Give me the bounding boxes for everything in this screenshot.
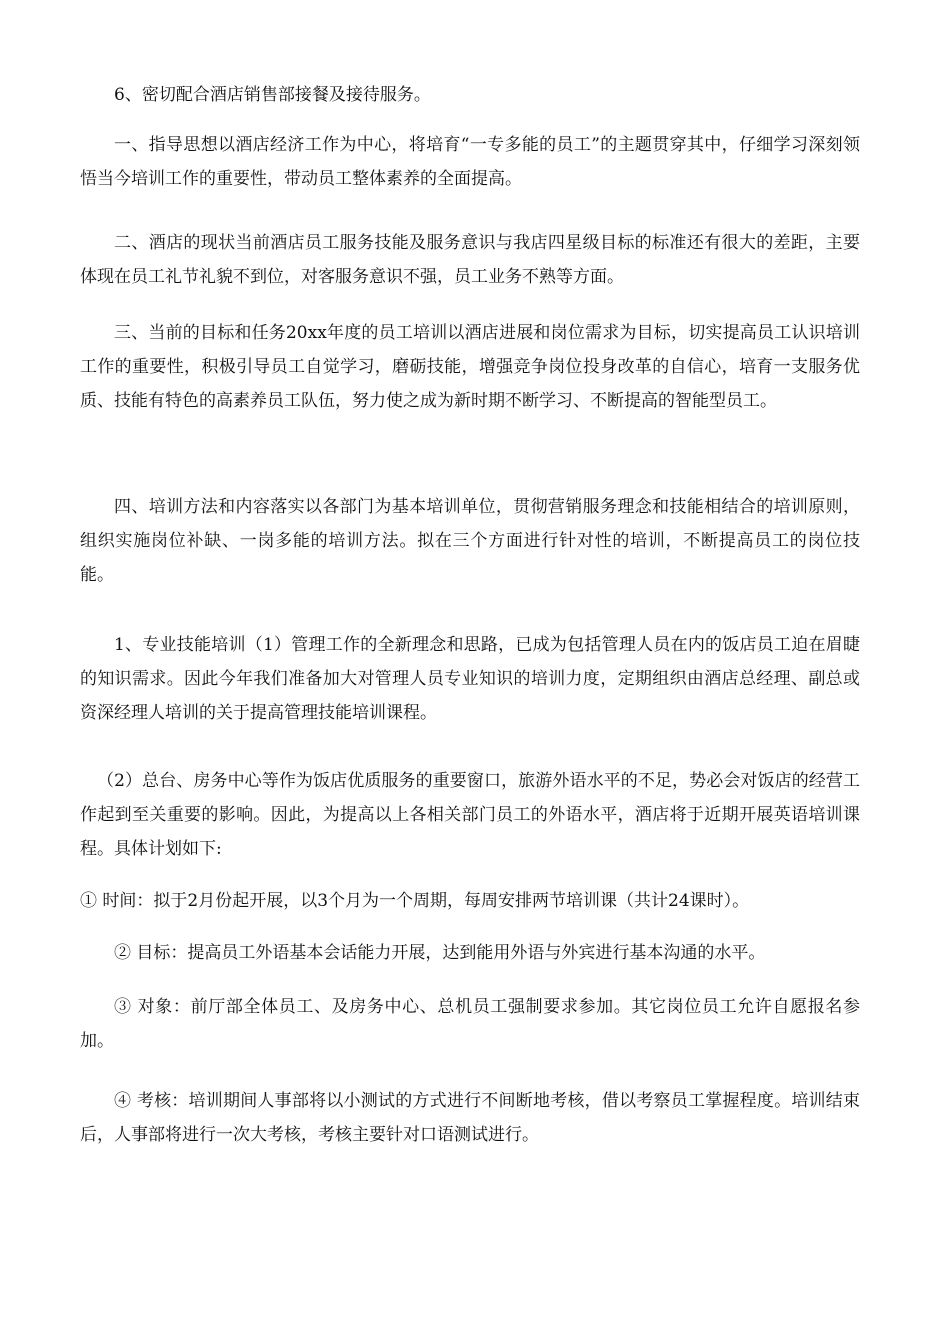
paragraph-item-6-reception-service: 6、密切配合酒店销售部接餐及接待服务。 — [114, 85, 431, 105]
list-item-participants: ③ 对象：前厅部全体员工、及房务中心、总机员工强制要求参加。其它岗位员工允许自愿报名参加。 — [80, 997, 860, 1051]
paragraph-current-situation: 二、酒店的现状当前酒店员工服务技能及服务意识与我店四星级目标的标准还有很大的差距，主要体现在员工礼节礼貌不到位，对客服务意识不强，员工业务不熟等方面。 — [80, 233, 860, 287]
paragraph-guiding-ideology: 一、指导思想以酒店经济工作为中心，将培育“一专多能的员工”的主题贯穿其中，仔细学习深刻领悟当今培训工作的重要性，带动员工整体素养的全面提高。 — [80, 135, 860, 189]
paragraph-training-methods: 四、培训方法和内容落实以各部门为基本培训单位，贯彻营销服务理念和技能相结合的培训原则，组织实施岗位补缺、一岗多能的培训方法。拟在三个方面进行针对性的培训，不断提高员工的岗位技能。 — [80, 497, 860, 585]
paragraph-foreign-language-training: （2）总台、房务中心等作为饭店优质服务的重要窗口，旅游外语水平的不足，势必会对饭店的经营工作起到至关重要的影响。因此，为提高以上各相关部门员工的外语水平，酒店将于近期开展英语培训课程。具体计划如下: — [80, 771, 860, 859]
list-item-objective: ② 目标：提高员工外语基本会话能力开展，达到能用外语与外宾进行基本沟通的水平。 — [114, 943, 766, 963]
paragraph-professional-skills-training: 1、专业技能培训（1）管理工作的全新理念和思路，已成为包括管理人员在内的饭店员工迫在眉睫的知识需求。因此今年我们准备加大对管理人员专业知识的培训力度，定期组织由酒店总经理、副总或资深经理人培训的关于提高管理技能培训课程。 — [80, 635, 860, 723]
paragraph-goals-and-tasks: 三、当前的目标和任务20xx年度的员工培训以酒店进展和岗位需求为目标，切实提高员工认识培训工作的重要性，积极引导员工自觉学习，磨砺技能，增强竞争岗位投身改革的自信心，培育一支服务优质、技能有特色的高素养员工队伍，努力使之成为新时期不断学习、不断提高的智能型员工。 — [80, 323, 860, 411]
list-item-schedule: ① 时间：拟于2月份起开展，以3个月为一个周期，每周安排两节培训课（共计24课时）。 — [80, 891, 750, 911]
list-item-assessment: ④ 考核：培训期间人事部将以小测试的方式进行不间断地考核，借以考察员工掌握程度。培训结束后，人事部将进行一次大考核，考核主要针对口语测试进行。 — [80, 1091, 860, 1145]
